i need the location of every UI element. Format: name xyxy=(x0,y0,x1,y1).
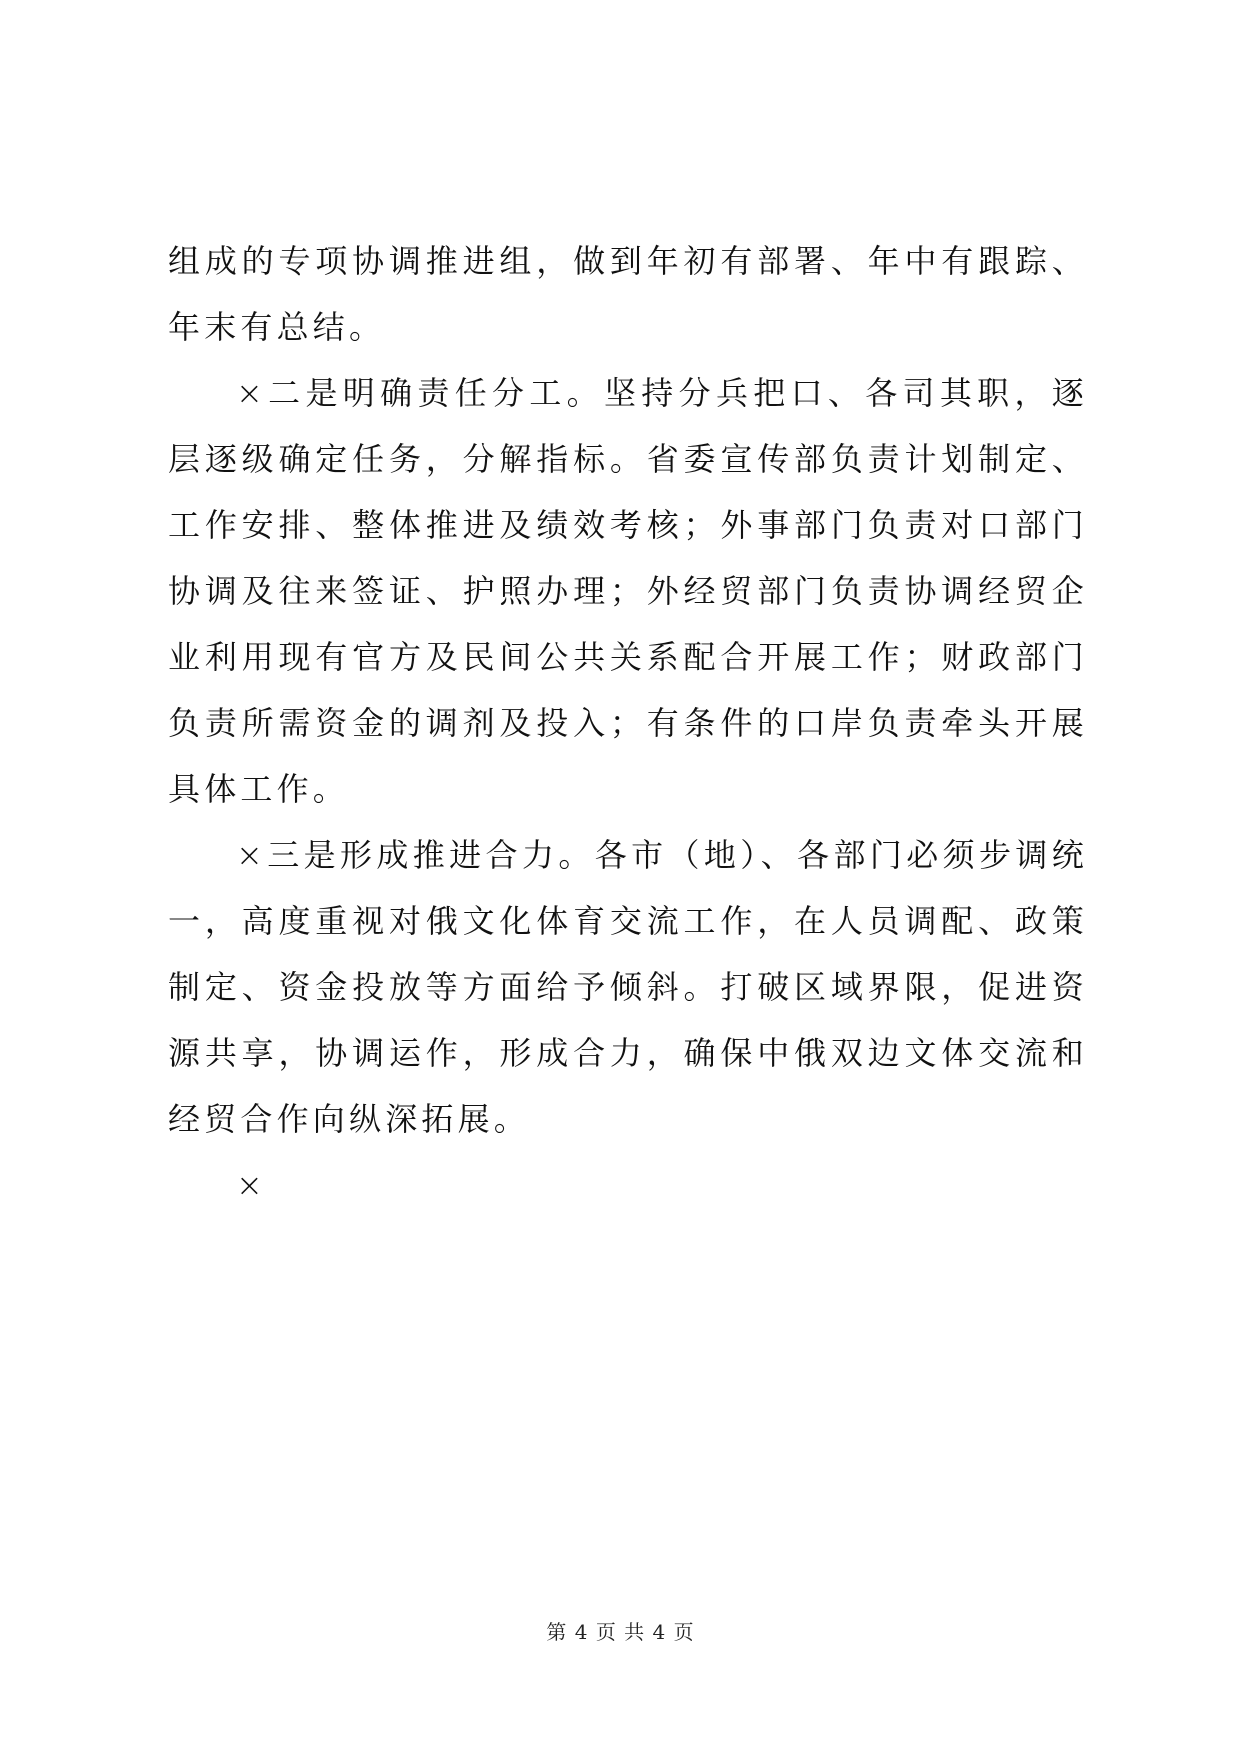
cross-mark-icon: × xyxy=(236,836,268,874)
paragraph-text: 三是形成推进合力。各市（地）、各部门必须步调统一，高度重视对俄文化体育交流工作，在人员调配、政策制定、资金投放等方面给予倾斜。打破区域界限，促进资源共享，协调运作，形成合力，确保中俄双边文体交流和经贸合作向纵深拓展。 xyxy=(168,836,1088,1138)
document-body xyxy=(168,228,1088,1218)
paragraph-responsibility xyxy=(168,360,1088,822)
paragraph-empty xyxy=(168,1152,1088,1218)
paragraph-synergy xyxy=(168,822,1088,1152)
page-number-footer: 第 4 页 共 4 页 xyxy=(546,1620,695,1644)
paragraph-text: 二是明确责任分工。坚持分兵把口、各司其职，逐层逐级确定任务，分解指标。省委宣传部负责计划制定、工作安排、整体推进及绩效考核；外事部门负责对口部门协调及往来签证、护照办理；外经贸部门负责协调经贸企业利用现有官方及民间公共关系配合开展工作；财政部门负责所需资金的调剂及投入；有条件的口岸负责牵头开展具体工作。 xyxy=(168,374,1088,808)
paragraph-continuation xyxy=(168,228,1088,360)
paragraph-text: 组成的专项协调推进组，做到年初有部署、年中有跟踪、年末有总结。 xyxy=(168,242,1088,346)
cross-mark-icon: × xyxy=(236,1166,268,1204)
cross-mark-icon: × xyxy=(236,374,268,412)
